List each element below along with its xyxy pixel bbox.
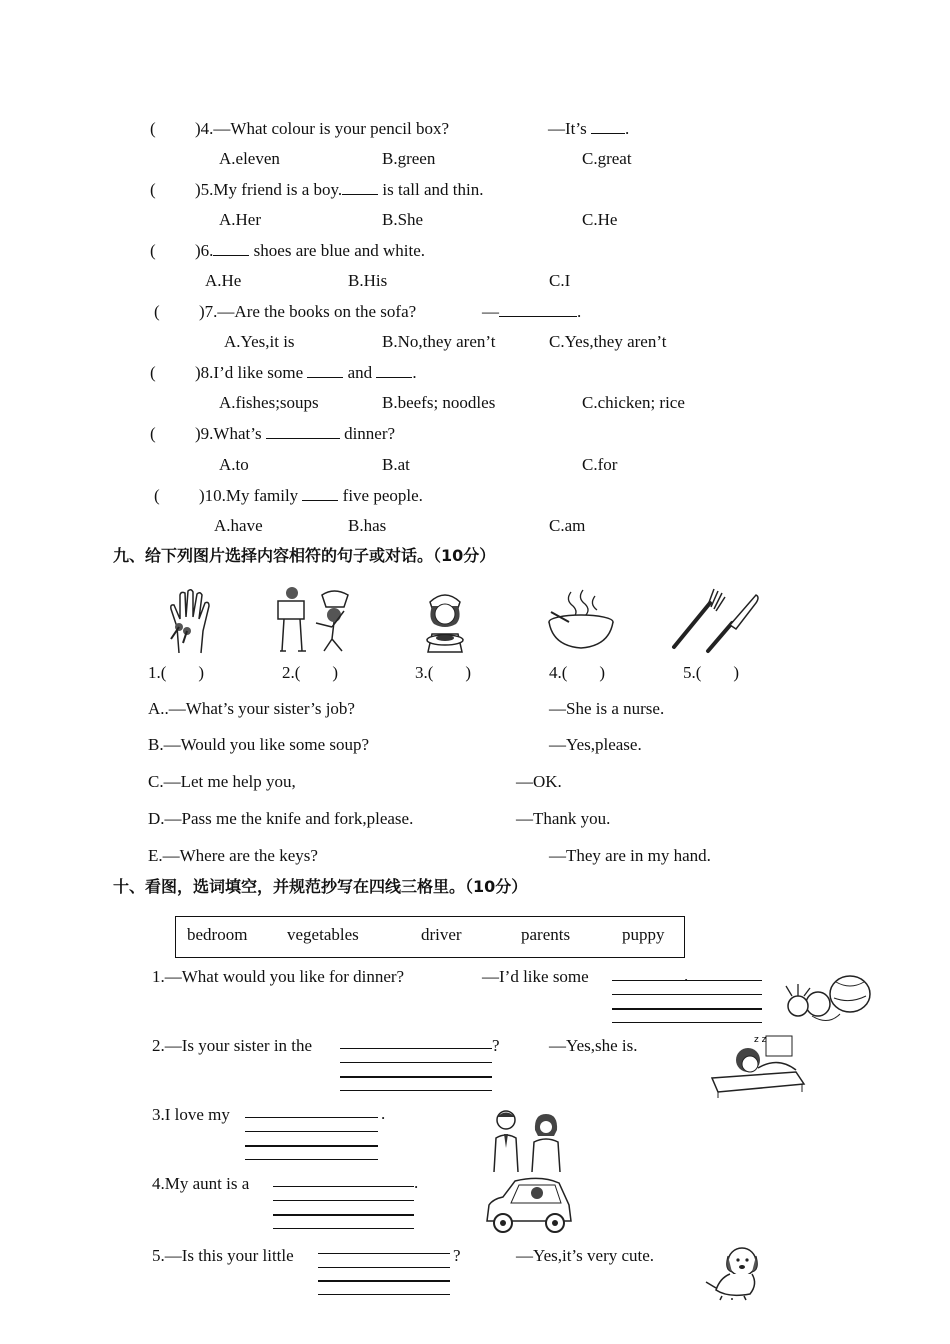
question-7: )7.—Are the books on the sofa? bbox=[199, 302, 417, 321]
word-vegetables: vegetables bbox=[287, 925, 359, 944]
helping-carry-icon bbox=[272, 585, 360, 657]
dialog-a-answer: —She is a nurse. bbox=[549, 699, 665, 718]
option-6a: A.He bbox=[205, 271, 242, 290]
fill-answer-2: —Yes,she is. bbox=[549, 1036, 638, 1055]
option-4a: A.eleven bbox=[219, 149, 280, 168]
word-parents: parents bbox=[521, 925, 571, 944]
puppy-icon bbox=[702, 1244, 768, 1300]
nurse-food-icon bbox=[420, 588, 470, 658]
hand-keys-icon bbox=[165, 587, 219, 655]
word-driver: driver bbox=[421, 925, 462, 944]
dialog-a-question: A..—What’s your sister’s job? bbox=[148, 699, 355, 718]
dialog-d-question: D.—Pass me the knife and fork,please. bbox=[148, 809, 414, 828]
fill-end-5: ? bbox=[453, 1246, 461, 1265]
car-driver-icon bbox=[481, 1175, 577, 1237]
picture-label-1[interactable]: 1.( ) bbox=[148, 663, 205, 682]
fill-question-2: 2.—Is your sister in the bbox=[152, 1036, 313, 1055]
option-10a: A.have bbox=[214, 516, 263, 535]
option-4b: B.green bbox=[382, 149, 436, 168]
option-8a: A.fishes;soups bbox=[219, 393, 319, 412]
question-6: )6. shoes are blue and white. bbox=[195, 241, 426, 260]
dialog-c-answer: —OK. bbox=[516, 772, 562, 791]
dialog-b-question: B.—Would you like some soup? bbox=[148, 735, 370, 754]
question-9: )9.What’s dinner? bbox=[195, 424, 396, 443]
answer-paren-5[interactable]: ( bbox=[150, 180, 156, 199]
question-4: )4.—What colour is your pencil box? bbox=[195, 119, 449, 138]
option-9c: C.for bbox=[582, 455, 618, 474]
fill-question-4: 4.My aunt is a bbox=[152, 1174, 250, 1193]
dialog-d-answer: —Thank you. bbox=[516, 809, 611, 828]
option-5a: A.Her bbox=[219, 210, 262, 229]
fill-end-4: . bbox=[414, 1173, 419, 1192]
option-10c: C.am bbox=[549, 516, 586, 535]
option-6b: B.His bbox=[348, 271, 388, 290]
answer-paren-9[interactable]: ( bbox=[150, 424, 156, 443]
four-line-grid-5[interactable] bbox=[318, 1253, 450, 1295]
fill-answer-1: —I’d like some bbox=[482, 967, 589, 986]
picture-label-5[interactable]: 5.( ) bbox=[683, 663, 740, 682]
fill-question-5: 5.—Is this your little bbox=[152, 1246, 294, 1265]
answer-7: — . bbox=[482, 302, 582, 321]
dialog-c-question: C.—Let me help you, bbox=[148, 772, 296, 791]
fill-answer-5: —Yes,it’s very cute. bbox=[516, 1246, 655, 1265]
answer-paren-8[interactable]: ( bbox=[150, 363, 156, 382]
option-4c: C.great bbox=[582, 149, 632, 168]
answer-paren-7[interactable]: ( bbox=[154, 302, 160, 321]
word-bedroom: bedroom bbox=[187, 925, 248, 944]
fill-end-1: . bbox=[684, 966, 689, 985]
option-8c: C.chicken; rice bbox=[582, 393, 685, 412]
dialog-b-answer: —Yes,please. bbox=[549, 735, 642, 754]
section-9-title: 九、给下列图片选择内容相符的句子或对话。（10分） bbox=[113, 546, 496, 565]
parents-icon bbox=[488, 1108, 568, 1174]
knife-fork-icon bbox=[668, 585, 764, 655]
option-10b: B.has bbox=[348, 516, 387, 535]
soup-bowl-icon bbox=[545, 588, 617, 652]
dialog-e-question: E.—Where are the keys? bbox=[148, 846, 318, 865]
option-5b: B.She bbox=[382, 210, 424, 229]
option-5c: C.He bbox=[582, 210, 618, 229]
question-10: )10.My family five people. bbox=[199, 486, 423, 505]
question-8: )8.I’d like some and . bbox=[195, 363, 417, 382]
option-6c: C.I bbox=[549, 271, 571, 290]
section-10-title: 十、看图，选词填空，并规范抄写在四线三格里。（10分） bbox=[113, 877, 528, 896]
vegetables-icon bbox=[778, 968, 872, 1026]
fill-end-3: . bbox=[381, 1104, 386, 1123]
four-line-grid-1[interactable] bbox=[612, 980, 762, 1024]
option-7c: C.Yes,they aren’t bbox=[549, 332, 667, 351]
picture-label-3[interactable]: 3.( ) bbox=[415, 663, 472, 682]
four-line-grid-2[interactable] bbox=[340, 1048, 492, 1092]
dialog-e-answer: —They are in my hand. bbox=[549, 846, 711, 865]
picture-label-2[interactable]: 2.( ) bbox=[282, 663, 339, 682]
fill-end-2: ? bbox=[492, 1036, 500, 1055]
four-line-grid-3[interactable] bbox=[245, 1117, 378, 1161]
option-7a: A.Yes,it is bbox=[224, 332, 295, 351]
answer-4: —It’s . bbox=[548, 119, 630, 138]
question-5: )5.My friend is a boy. is tall and thin. bbox=[195, 180, 484, 199]
picture-label-4[interactable]: 4.( ) bbox=[549, 663, 606, 682]
option-8b: B.beefs; noodles bbox=[382, 393, 496, 412]
word-puppy: puppy bbox=[622, 925, 665, 944]
answer-paren-6[interactable]: ( bbox=[150, 241, 156, 260]
svg-text:z z: z z bbox=[754, 1035, 767, 1045]
answer-paren-4[interactable]: ( bbox=[150, 119, 156, 138]
four-line-grid-4[interactable] bbox=[273, 1186, 414, 1230]
fill-question-1: 1.—What would you like for dinner? bbox=[152, 967, 405, 986]
sleeping-girl-icon bbox=[706, 1032, 808, 1098]
option-9a: A.to bbox=[219, 455, 249, 474]
fill-question-3: 3.I love my bbox=[152, 1105, 230, 1124]
answer-paren-10[interactable]: ( bbox=[154, 486, 160, 505]
option-9b: B.at bbox=[382, 455, 410, 474]
option-7b: B.No,they aren’t bbox=[382, 332, 496, 351]
